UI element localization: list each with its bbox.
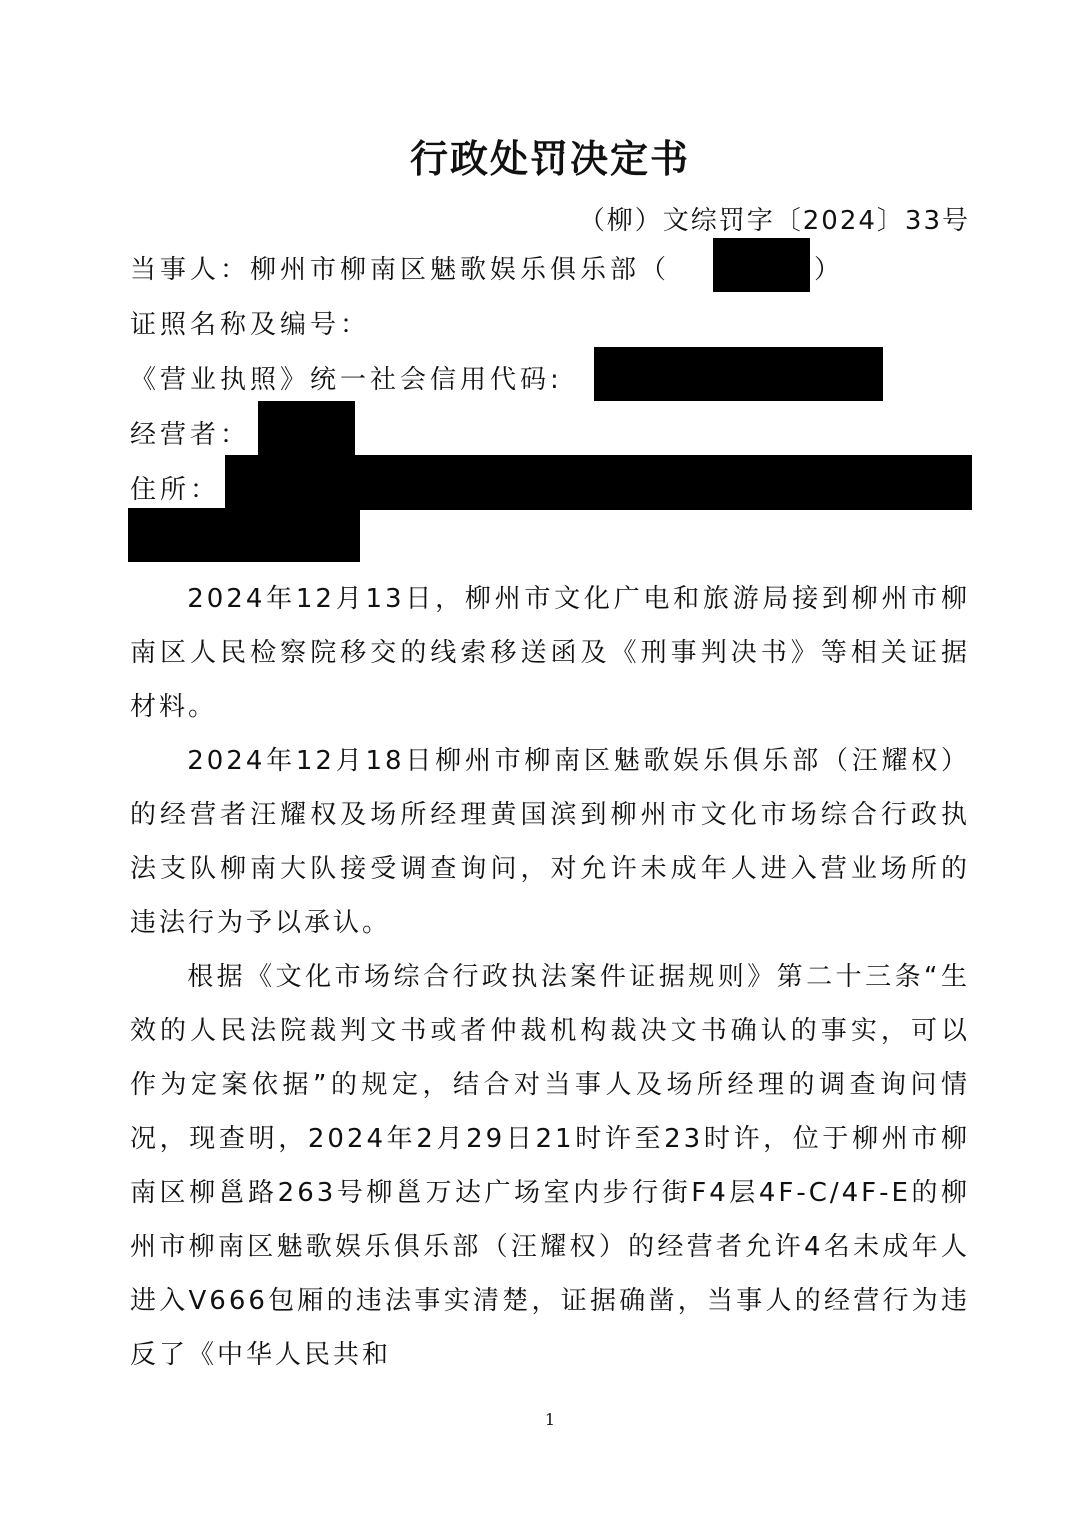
redaction-block-address-cont <box>128 508 360 562</box>
document-title: 行政处罚决定书 <box>409 136 690 181</box>
redaction-block-party <box>713 238 810 292</box>
redaction-block-credit-code <box>594 347 883 401</box>
party-label: 当事人：柳州市柳南区魅歌娱乐俱乐部（ <box>130 255 671 285</box>
paragraph: 根据《文化市场综合行政执法案件证据规则》第二十三条“生效的人民法院裁判文书或者仲裁机构裁决文书确认的事实，可以作为定案依据”的规定，结合对当事人及场所经理的调查询问情况，现查明，2024年2月29日21时许至23时许，位于柳州市柳南区柳邕路263号柳邕万达广场室内步行街F4层4F-C/4F-E的柳州市柳南区魅歌娱乐俱乐部（汪耀权）的经营者允许4名未成年人进入V666包厢的违法事实清楚，证据确凿，当事人的经营行为违反了《中华人民共和 <box>130 962 970 1370</box>
redaction-block-address <box>225 455 972 510</box>
operator-label: 经营者： <box>130 420 251 450</box>
document-number: （柳）文综罚字〔2024〕33号 <box>578 206 970 236</box>
page-number: 1 <box>544 1410 556 1429</box>
redaction-block-operator <box>258 401 355 455</box>
body-text <box>130 572 970 1382</box>
paragraph: 2024年12月18日柳州市柳南区魅歌娱乐俱乐部（汪耀权）的经营者汪耀权及场所经理黄国滨到柳州市文化市场综合行政执法支队柳南大队接受调查询问，对允许未成年人进入营业场所的违法行为予以承认。 <box>130 746 970 938</box>
address-label: 住所： <box>130 475 221 505</box>
license-label: 证照名称及编号： <box>130 310 371 340</box>
party-line <box>130 252 670 288</box>
party-close: ） <box>814 255 845 285</box>
credit-code-label: 《营业执照》统一社会信用代码: <box>130 365 563 395</box>
paragraph: 2024年12月13日，柳州市文化广电和旅游局接到柳州市柳南区人民检察院移交的线索移送函及《刑事判决书》等相关证据材料。 <box>130 584 970 722</box>
